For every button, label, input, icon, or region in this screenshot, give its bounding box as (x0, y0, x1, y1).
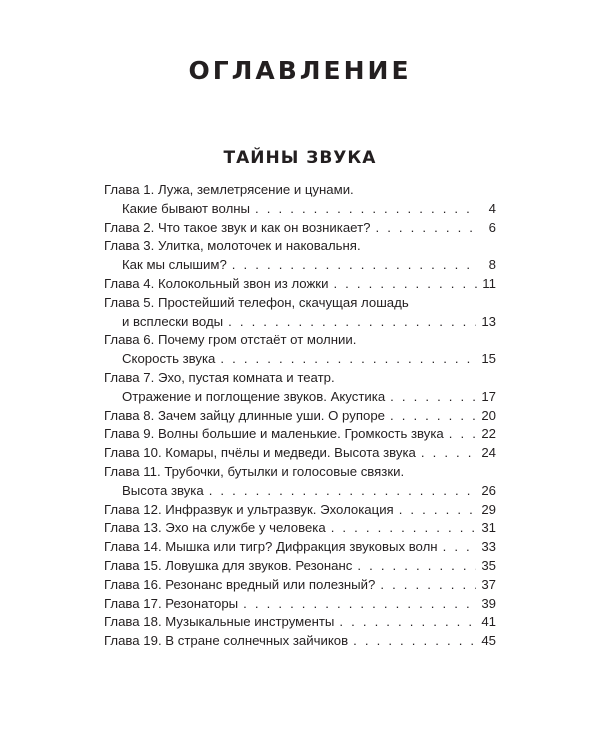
chapter-title: Какие бывают волны (122, 200, 251, 216)
chapter-title: Эхо, пустая комната и театр. (157, 369, 335, 385)
toc-entry (104, 369, 496, 407)
chapter-title: Волны большие и маленькие. Громкость звука (157, 426, 444, 442)
page-number: 29 (481, 501, 496, 517)
chapter-number: Глава 11. (104, 463, 161, 479)
chapter-number: Глава 6. (104, 332, 155, 348)
toc-entry (104, 444, 496, 463)
chapter-number: Глава 16. (104, 576, 162, 592)
toc-entry (104, 294, 496, 332)
chapter-title: Комары, пчёлы и медведи. Высота звука (165, 445, 416, 461)
toc-line (104, 576, 496, 595)
chapter-title: Отражение и поглощение звуков. Акустика (122, 388, 386, 404)
toc-line (104, 538, 496, 557)
toc-line (104, 595, 496, 614)
chapter-title: Лужа, землетрясение и цунами. (157, 182, 354, 197)
dot-leader (333, 275, 477, 294)
page-number: 41 (481, 614, 496, 630)
dot-leader (232, 256, 477, 275)
page-number: 17 (481, 388, 496, 404)
chapter-number: Глава 3. (104, 238, 155, 254)
toc-line (104, 613, 496, 632)
toc-line (104, 313, 496, 332)
dot-leader (449, 425, 477, 444)
toc-entry (104, 557, 496, 576)
toc-line (104, 444, 496, 463)
chapter-number: Глава 4. (104, 275, 155, 291)
page-number: 35 (481, 557, 496, 573)
dot-leader (209, 482, 477, 501)
page-number: 4 (488, 200, 496, 216)
toc-line (104, 219, 496, 238)
toc-line (104, 237, 496, 256)
chapter-title: Трубочки, бутылки и голосовые связки. (164, 463, 405, 479)
chapter-title: Музыкальные инструменты (165, 614, 335, 630)
toc-line (104, 425, 496, 444)
toc-line (104, 388, 496, 407)
table-of-contents (104, 181, 496, 651)
chapter-title: и всплески воды (122, 313, 224, 329)
dot-leader (228, 313, 476, 332)
toc-entry (104, 632, 496, 651)
toc-entry (104, 219, 496, 238)
page-title: ОГЛАВЛЕНИЕ (188, 56, 412, 85)
dot-leader (399, 501, 477, 520)
page-number: 22 (481, 426, 496, 442)
toc-entry (104, 538, 496, 557)
chapter-title: Что такое звук и как он возникает? (157, 219, 371, 235)
chapter-number: Глава 12. (104, 501, 162, 517)
page-number: 45 (481, 633, 496, 649)
toc-line (104, 557, 496, 576)
chapter-title: Инфразвук и ультразвук. Эхолокация (165, 501, 394, 517)
page-number: 31 (481, 520, 496, 536)
dot-leader (339, 613, 476, 632)
toc-entry (104, 576, 496, 595)
chapter-title: Резонаторы (165, 595, 239, 611)
toc-line (104, 331, 496, 350)
chapter-number: Глава 2. (104, 219, 155, 235)
chapter-number: Глава 9. (104, 426, 155, 442)
toc-line (104, 482, 496, 501)
chapter-number: Глава 5. (104, 294, 155, 310)
dot-leader (390, 407, 476, 426)
toc-entry (104, 463, 496, 501)
chapter-number: Глава 18. (104, 614, 162, 630)
toc-line (104, 350, 496, 369)
chapter-number: Глава 15. (104, 557, 162, 573)
page-number: 20 (481, 407, 496, 423)
dot-leader (380, 576, 476, 595)
toc-line (104, 256, 496, 275)
chapter-title: Улитка, молоточек и наковальня. (157, 238, 361, 254)
chapter-title: Скорость звука (122, 351, 216, 367)
section-title: ТАЙНЫ ЗВУКА (223, 148, 377, 168)
dot-leader (243, 595, 476, 614)
toc-line (104, 632, 496, 651)
toc-line (104, 294, 496, 313)
dot-leader (375, 219, 477, 238)
chapter-title: Резонанс вредный или полезный? (165, 576, 376, 592)
toc-line (104, 501, 496, 520)
toc-entry (104, 613, 496, 632)
toc-entry (104, 181, 496, 219)
chapter-title: Ловушка для звуков. Резонанс (165, 557, 353, 573)
dot-leader (443, 538, 477, 557)
toc-line (104, 369, 496, 388)
chapter-number: Глава 13. (104, 520, 162, 536)
page-number: 26 (481, 482, 496, 498)
page-number: 13 (481, 313, 496, 329)
dot-leader (331, 519, 477, 538)
toc-line (104, 463, 496, 482)
toc-line (104, 181, 496, 200)
page-number: 33 (481, 539, 496, 555)
chapter-number: Глава 19. (104, 633, 162, 649)
toc-entry (104, 237, 496, 275)
toc-entry (104, 519, 496, 538)
chapter-title: Зачем зайцу длинные уши. О рупоре (157, 407, 385, 423)
dot-leader (255, 200, 477, 219)
dot-leader (357, 557, 476, 576)
chapter-number: Глава 17. (104, 595, 162, 611)
toc-entry (104, 407, 496, 426)
chapter-number: Глава 1. (104, 182, 155, 197)
page-number: 8 (488, 257, 496, 273)
chapter-title: Мышка или тигр? Дифракция звуковых волн (165, 539, 438, 555)
chapter-title: Почему гром отстаёт от молнии. (157, 332, 357, 348)
toc-entry (104, 275, 496, 294)
chapter-title: Эхо на службе у человека (165, 520, 326, 536)
chapter-title: Колокольный звон из ложки (157, 275, 329, 291)
toc-line (104, 200, 496, 219)
chapter-number: Глава 14. (104, 539, 162, 555)
page-number: 6 (488, 219, 496, 235)
toc-entry (104, 501, 496, 520)
toc-entry (104, 331, 496, 369)
chapter-title: Как мы слышим? (122, 257, 227, 273)
toc-entry (104, 425, 496, 444)
chapter-title: В стране солнечных зайчиков (165, 633, 349, 649)
dot-leader (220, 350, 476, 369)
toc-line (104, 407, 496, 426)
toc-line (104, 275, 496, 294)
toc-entry (104, 595, 496, 614)
chapter-number: Глава 10. (104, 445, 162, 461)
page-number: 24 (481, 445, 496, 461)
chapter-number: Глава 7. (104, 369, 155, 385)
page-number: 15 (481, 351, 496, 367)
chapter-title: Простейший телефон, скачущая лошадь (157, 294, 409, 310)
chapter-number: Глава 8. (104, 407, 155, 423)
toc-line (104, 519, 496, 538)
page-number: 11 (482, 275, 496, 291)
dot-leader (353, 632, 476, 651)
dot-leader (421, 444, 476, 463)
page-number: 39 (481, 595, 496, 611)
dot-leader (390, 388, 476, 407)
page-number: 37 (481, 576, 496, 592)
chapter-title: Высота звука (122, 482, 204, 498)
